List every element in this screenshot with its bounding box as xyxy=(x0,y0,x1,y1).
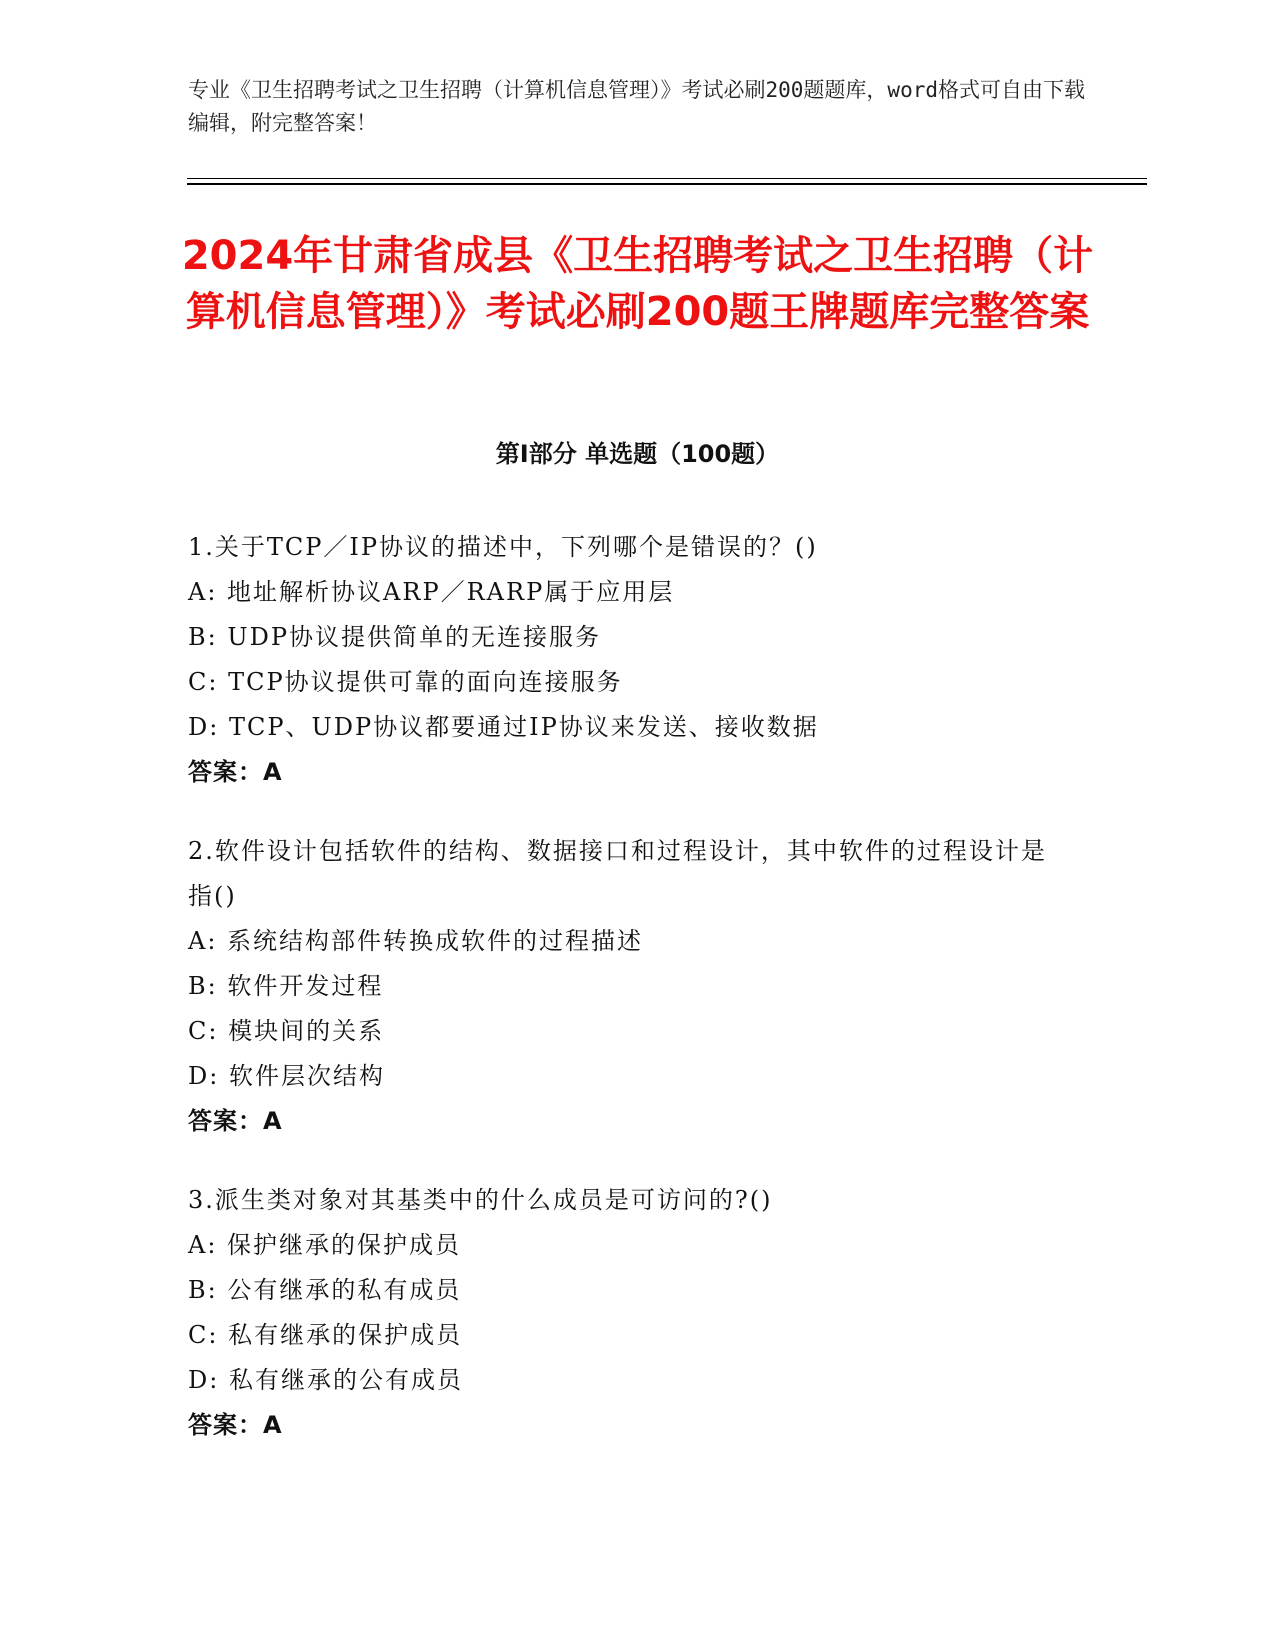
option-a: A: 保护继承的保护成员 xyxy=(188,1231,462,1259)
header-divider-thick xyxy=(187,183,1147,185)
answer-line: 答案：A xyxy=(188,758,283,786)
header-note: 专业《卫生招聘考试之卫生招聘（计算机信息管理）》考试必刷200题题库，word格式可自由下载编辑，附完整答案！ xyxy=(188,78,1085,135)
option-d: D: TCP、UDP协议都要通过IP协议来发送、接收数据 xyxy=(188,713,819,741)
question-stem: 3.派生类对象对其基类中的什么成员是可访问的?() xyxy=(188,1186,773,1214)
option-b: B: 软件开发过程 xyxy=(188,972,384,1000)
option-c: C: TCP协议提供可靠的面向连接服务 xyxy=(188,668,623,696)
option-a: A: 地址解析协议ARP／RARP属于应用层 xyxy=(188,578,675,606)
header-divider-thin xyxy=(187,178,1147,179)
question-2 xyxy=(188,829,1068,1144)
section-heading: 第Ⅰ部分 单选题（100题） xyxy=(495,440,780,468)
option-d: D: 软件层次结构 xyxy=(188,1062,385,1090)
option-a: A: 系统结构部件转换成软件的过程描述 xyxy=(188,927,644,955)
question-stem: 1.关于TCP／IP协议的描述中，下列哪个是错误的？() xyxy=(188,533,818,561)
question-3 xyxy=(188,1178,1068,1448)
answer-line: 答案：A xyxy=(188,1107,283,1135)
option-b: B: UDP协议提供简单的无连接服务 xyxy=(188,623,601,651)
answer-line: 答案：A xyxy=(188,1411,283,1439)
document-title: 2024年甘肃省成县《卫生招聘考试之卫生招聘（计算机信息管理）》考试必刷200题王牌题库完整答案 xyxy=(181,233,1094,335)
question-list xyxy=(188,525,1068,1482)
option-c: C: 模块间的关系 xyxy=(188,1017,385,1045)
question-stem: 2.软件设计包括软件的结构、数据接口和过程设计，其中软件的过程设计是指() xyxy=(188,837,1047,910)
option-d: D: 私有继承的公有成员 xyxy=(188,1366,463,1394)
option-c: C: 私有继承的保护成员 xyxy=(188,1321,463,1349)
question-1 xyxy=(188,525,1068,795)
option-b: B: 公有继承的私有成员 xyxy=(188,1276,462,1304)
